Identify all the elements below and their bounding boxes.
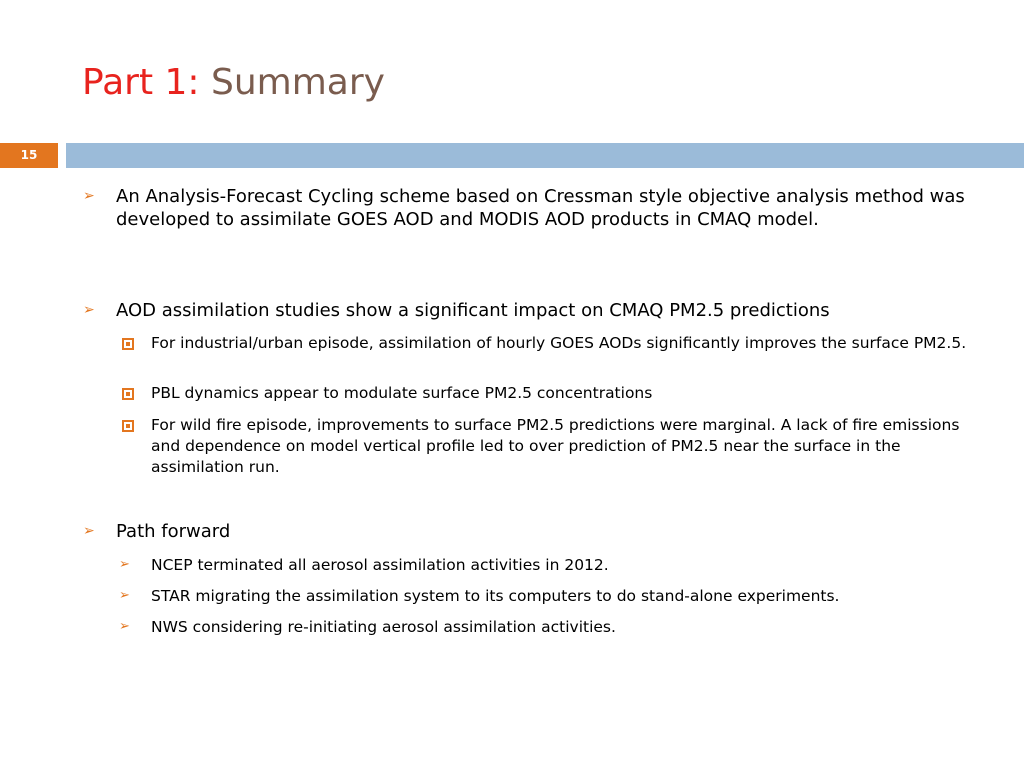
sub-bullet-ncep: [119, 555, 981, 576]
header-bar: [66, 143, 1024, 168]
chevron-arrow-icon: ➢: [83, 302, 95, 318]
bullet-aod-assimilation: [83, 299, 976, 322]
title-rest: Summary: [211, 62, 385, 103]
square-bullet-icon: [122, 338, 134, 350]
sub-bullet-pbl-dynamics: [151, 383, 981, 404]
chevron-arrow-icon: ➢: [83, 523, 95, 539]
chevron-arrow-icon: ➢: [119, 588, 130, 603]
page-number-badge: 15: [0, 143, 58, 168]
sub-bullet-wild-fire: [151, 415, 981, 478]
square-bullet-icon: [122, 420, 134, 432]
chevron-arrow-icon: ➢: [119, 619, 130, 634]
sub-bullet-text: For wild fire episode, improvements to surface PM2.5 predictions were marginal. A lack of fire emissions and dependence on model vertical profile led to over prediction of PM2.5 near the surface in the assimilation run.: [151, 416, 960, 476]
sub-bullet-text: For industrial/urban episode, assimilation of hourly GOES AODs significantly improves the surface PM2.5.: [151, 334, 967, 352]
bullet-text: An Analysis-Forecast Cycling scheme based on Cressman style objective analysis method was developed to assimilate GOES AOD and MODIS AOD products in CMAQ model.: [116, 186, 965, 230]
bullet-text: Path forward: [116, 521, 231, 542]
chevron-arrow-icon: ➢: [83, 188, 95, 204]
title-part: Part 1:: [82, 62, 200, 103]
sub-bullet-industrial-episode: [151, 333, 981, 354]
sub-bullet-star: [119, 586, 981, 607]
sub-bullet-text: PBL dynamics appear to modulate surface PM2.5 concentrations: [151, 384, 653, 402]
sub-bullet-text: STAR migrating the assimilation system to its computers to do stand-alone experiments.: [151, 587, 840, 605]
sub-bullet-nws: [119, 617, 981, 638]
bullet-analysis-forecast: [83, 185, 976, 231]
chevron-arrow-icon: ➢: [119, 557, 130, 572]
square-bullet-icon: [122, 388, 134, 400]
bullet-path-forward: [83, 520, 976, 543]
slide-title: [82, 58, 385, 108]
sub-bullet-text: NCEP terminated all aerosol assimilation activities in 2012.: [151, 556, 609, 574]
sub-bullet-text: NWS considering re-initiating aerosol assimilation activities.: [151, 618, 616, 636]
bullet-text: AOD assimilation studies show a significant impact on CMAQ PM2.5 predictions: [116, 300, 830, 321]
